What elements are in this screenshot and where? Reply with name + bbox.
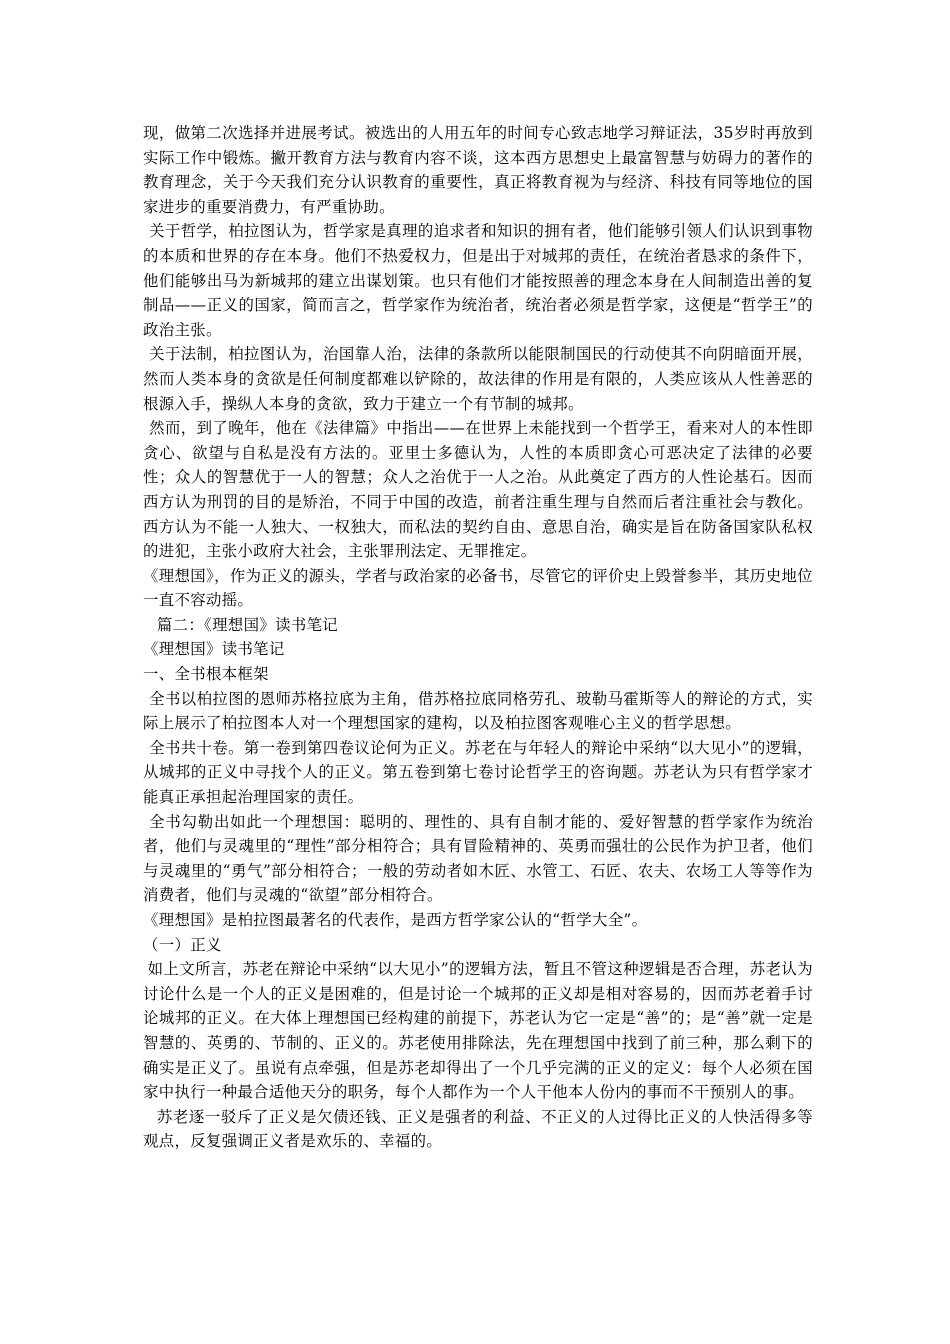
paragraph-ideal-state: 全书勾勒出如此一个理想国：聪明的、理性的、具有自制才能的、爱好智慧的哲学家作为统治者，他们与灵魂里的“理性”部分相符合；具有冒险精神的、英勇而强壮的公民作为护卫者，他们与灵魂里的“勇气”部分相符合；一般的劳动者如木匠、水管工、石匠、农夫、农场工人等等作为消费者，他们与灵魂的“欲望”部分相符合。 [143,812,813,905]
section-heading-justice: （一）正义 [143,935,222,954]
section-heading-framework: 一、全书根本框架 [143,665,269,684]
paragraph-education-continued: 现，做第二次选择并进展考试。被选出的人用五年的时间专心致志地学习辩证法，35岁时再放到实际工作中锻炼。撇开教育方法与教育内容不谈，这本西方思想史上最富智慧与妨碍力的著作的教育理念，关于今天我们充分认识教育的重要性，真正将教育视为与经济、科技有同等地位的国家进步的重要消费力，有严重协助。 [143,124,813,216]
document-body [143,121,813,1154]
paragraph-framework-intro: 全书以柏拉图的恩师苏格拉底为主角，借苏格拉底同格劳孔、玻勒马霍斯等人的辩论的方式，实际上展示了柏拉图本人对一个理想国家的建构，以及柏拉图客观唯心主义的哲学思想。 [143,689,813,733]
notes-title: 《理想国》读书笔记 [143,640,285,659]
paragraph-justice-definition: 如上文所言，苏老在辩论中采纳“以大见小”的逻辑方法，暂且不管这种逻辑是否合理，苏老认为讨论什么是一个人的正义是困难的，但是讨论一个城邦的正义却是相对容易的，因而苏老着手讨论城邦的正义。在大体上理想国已经构建的前提下，苏老认为它一定是“善”的；是“善”就一定是智慧的、英勇的、节制的、正义的。苏老使用排除法，先在理想国中找到了前三种，那么剩下的确实是正义了。虽说有点牵强，但是苏老却得出了一个几乎完满的正义的定义：每个人必须在国家中执行一种最合适他天分的职务，每个人都作为一个人干他本人份内的事而不干预别人的事。 [143,960,813,1102]
paragraph-late-years: 然而，到了晚年，他在《法律篇》中指出——在世界上未能找到一个哲学王，看来对人的本性即贪心、欲望与自私是没有方法的。亚里士多德认为，人性的本质即贪心可恶决定了法律的必要性；众人的智慧优于一人的智慧；众人之治优于一人之治。从此奠定了西方的人性论基石。因而西方认为刑罚的目的是矫治，不同于中国的改造，前者注重生理与自然而后者注重社会与教化。西方认为不能一人独大、一权独大，而私法的契约自由、意思自治，确实是旨在防备国家队私权的进犯，主张小政府大社会，主张罪刑法定、无罪推定。 [143,419,813,561]
paragraph-ten-books: 全书共十卷。第一卷到第四卷议论何为正义。苏老在与年轻人的辩论中采纳“以大见小”的逻辑，从城邦的正义中寻找个人的正义。第五卷到第七卷讨论哲学王的咨询题。苏老认为只有哲学家才能真正承担起治理国家的责任。 [143,738,813,807]
paragraph-masterpiece: 《理想国》是柏拉图最著名的代表作，是西方哲学家公认的“哲学大全”。 [143,911,648,929]
section-heading-part-two: 篇二：《理想国》读书笔记 [156,615,339,634]
paragraph-philosophy: 关于哲学，柏拉图认为，哲学家是真理的追求者和知识的拥有者，他们能够引领人们认识到事物的本质和世界的存在本身。他们不热爱权力，但是出于对城邦的责任，在统治者恳求的条件下，他们能够出马为新城邦的建立出谋划策。也只有他们才能按照善的理念本身在人间制造出善的复制品——正义的国家，简而言之，哲学家作为统治者，统治者必须是哲学家，这便是“哲学王”的政治主张。 [143,222,813,339]
paragraph-law: 关于法制，柏拉图认为，治国靠人治，法律的条款所以能限制国民的行动使其不向阴暗面开展，然而人类本身的贪欲是任何制度都难以铲除的，故法律的作用是有限的，人类应该从人性善恶的根源入手，操纵人本身的贪欲，致力于建立一个有节制的城邦。 [143,345,813,413]
paragraph-republic-status: 《理想国》，作为正义的源头，学者与政治家的必备书，尽管它的评价史上毁誉参半，其历史地位一直不容动摇。 [143,566,813,610]
paragraph-justice-rebuttal: 苏老逐一驳斥了正义是欠债还钱、正义是强者的利益、不正义的人过得比正义的人快活得多等观点，反复强调正义者是欢乐的、幸福的。 [143,1107,813,1151]
